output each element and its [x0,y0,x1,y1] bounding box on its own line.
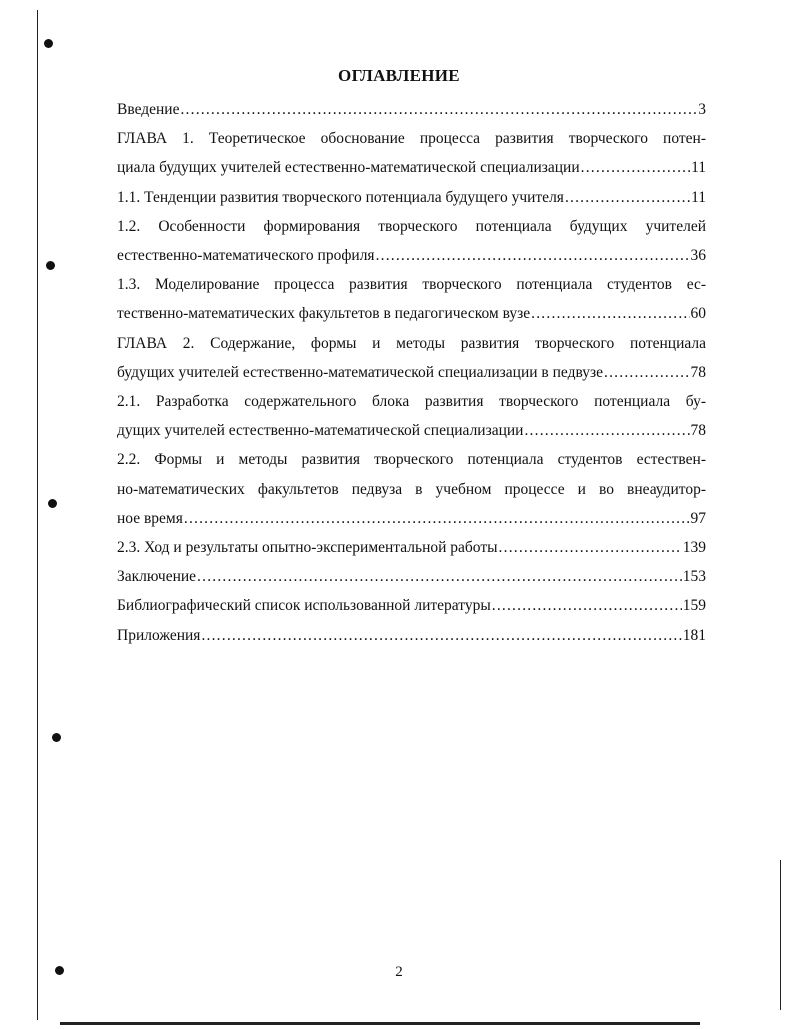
toc-page-number: 78 [690,363,706,381]
toc-entry-final-line [117,533,706,562]
dot-leader [581,153,690,182]
dot-leader [197,562,682,591]
dot-leader [604,358,689,387]
punch-hole-mark [48,499,57,508]
toc-entry-line: 2.1. Разработка содержательного блока развития творческого потенциала бу- [117,393,706,411]
toc-page-number: 139 [682,539,706,557]
toc-entry-final-line [117,621,706,650]
toc-page-number: 3 [698,101,706,118]
toc-entry-final-line [117,183,706,212]
dot-leader [531,299,689,328]
toc-page-number: 11 [691,159,706,177]
toc-entry-text: Заключение [117,568,197,586]
toc-page-number: 11 [691,188,706,206]
dot-leader [499,533,682,562]
toc-entry [117,562,706,591]
toc-entry [117,387,706,445]
toc-entry-text: ное время [117,509,183,527]
dot-leader [524,416,689,445]
toc-entry [117,591,706,620]
page-number: 2 [395,964,403,980]
toc-entry-final-line [117,416,706,445]
toc-entry-text: будущих учителей естественно-математической специализации в педвузе [117,363,604,381]
dot-leader [565,183,690,212]
toc-entry-final-line [117,358,706,387]
toc-page-number: 97 [690,509,706,527]
bottom-edge-line [60,1022,700,1025]
toc-entry [117,124,706,182]
toc-entry-final-line [117,504,706,533]
toc-entry-line: 1.3. Моделирование процесса развития творческого потенциала студентов ес- [117,276,706,294]
toc-entry-line: ГЛАВА 1. Теоретическое обоснование процесса развития творческого потен- [117,130,706,148]
toc-entry-line: ГЛАВА 2. Содержание, формы и методы развития творческого потенциала [117,334,706,352]
toc-entry-final-line [117,153,706,182]
toc-page-number: 153 [682,568,706,586]
toc-entry-final-line [117,591,706,620]
toc-entry-final-line [117,299,706,328]
toc-entry-line: но-математических факультетов педвуза в учебном процессе и во внеаудитор- [117,480,706,498]
toc-page-number: 181 [682,626,706,644]
toc-entry [117,533,706,562]
toc-entry-text: дущих учителей естественно-математической специализации [117,422,524,440]
page-title: ОГЛАВЛЕНИЕ [338,66,460,85]
toc-entry-final-line [117,241,706,270]
toc-entry-final-line [117,562,706,591]
toc-entry [117,95,706,124]
toc-entry [117,329,706,387]
toc-entry-line: 1.2. Особенности формирования творческого потенциала будущих учителей [117,217,706,235]
toc-entry [117,270,706,328]
toc-page-number: 60 [690,305,706,323]
toc-entry-text: циала будущих учителей естественно-математической специализации [117,159,580,177]
toc-entry-text: 2.3. Ход и результаты опытно-экспериментальной работы [117,539,498,557]
toc-entry-text: 1.1. Тенденции развития творческого потенциала будущего учителя [117,188,564,206]
punch-hole-mark [52,733,61,742]
toc-entry-text: Библиографический список использованной литературы [117,597,491,615]
toc-entry [117,445,706,533]
dot-leader [492,591,682,620]
dot-leader [180,95,697,124]
binding-edge-line [37,10,38,1020]
toc-entry-text: тественно-математических факультетов в педагогическом вузе [117,305,531,323]
toc-entry-line: 2.2. Формы и методы развития творческого потенциала студентов естествен- [117,451,706,469]
toc-entry-text: естественно-математического профиля [117,247,375,265]
toc-page-number: 36 [690,247,706,265]
toc-entry [117,621,706,650]
toc-page-number: 78 [690,422,706,440]
punch-hole-mark [46,261,55,270]
right-edge-line [780,860,781,1010]
toc-entry [117,212,706,270]
dot-leader [184,504,690,533]
table-of-contents [117,95,706,650]
toc-page-number: 159 [682,597,706,615]
punch-hole-mark [44,39,53,48]
toc-entry-final-line [117,95,706,124]
toc-entry-text: Введение [117,101,180,118]
dot-leader [201,621,681,650]
toc-entry-text: Приложения [117,626,201,644]
toc-entry [117,183,706,212]
dot-leader [376,241,690,270]
